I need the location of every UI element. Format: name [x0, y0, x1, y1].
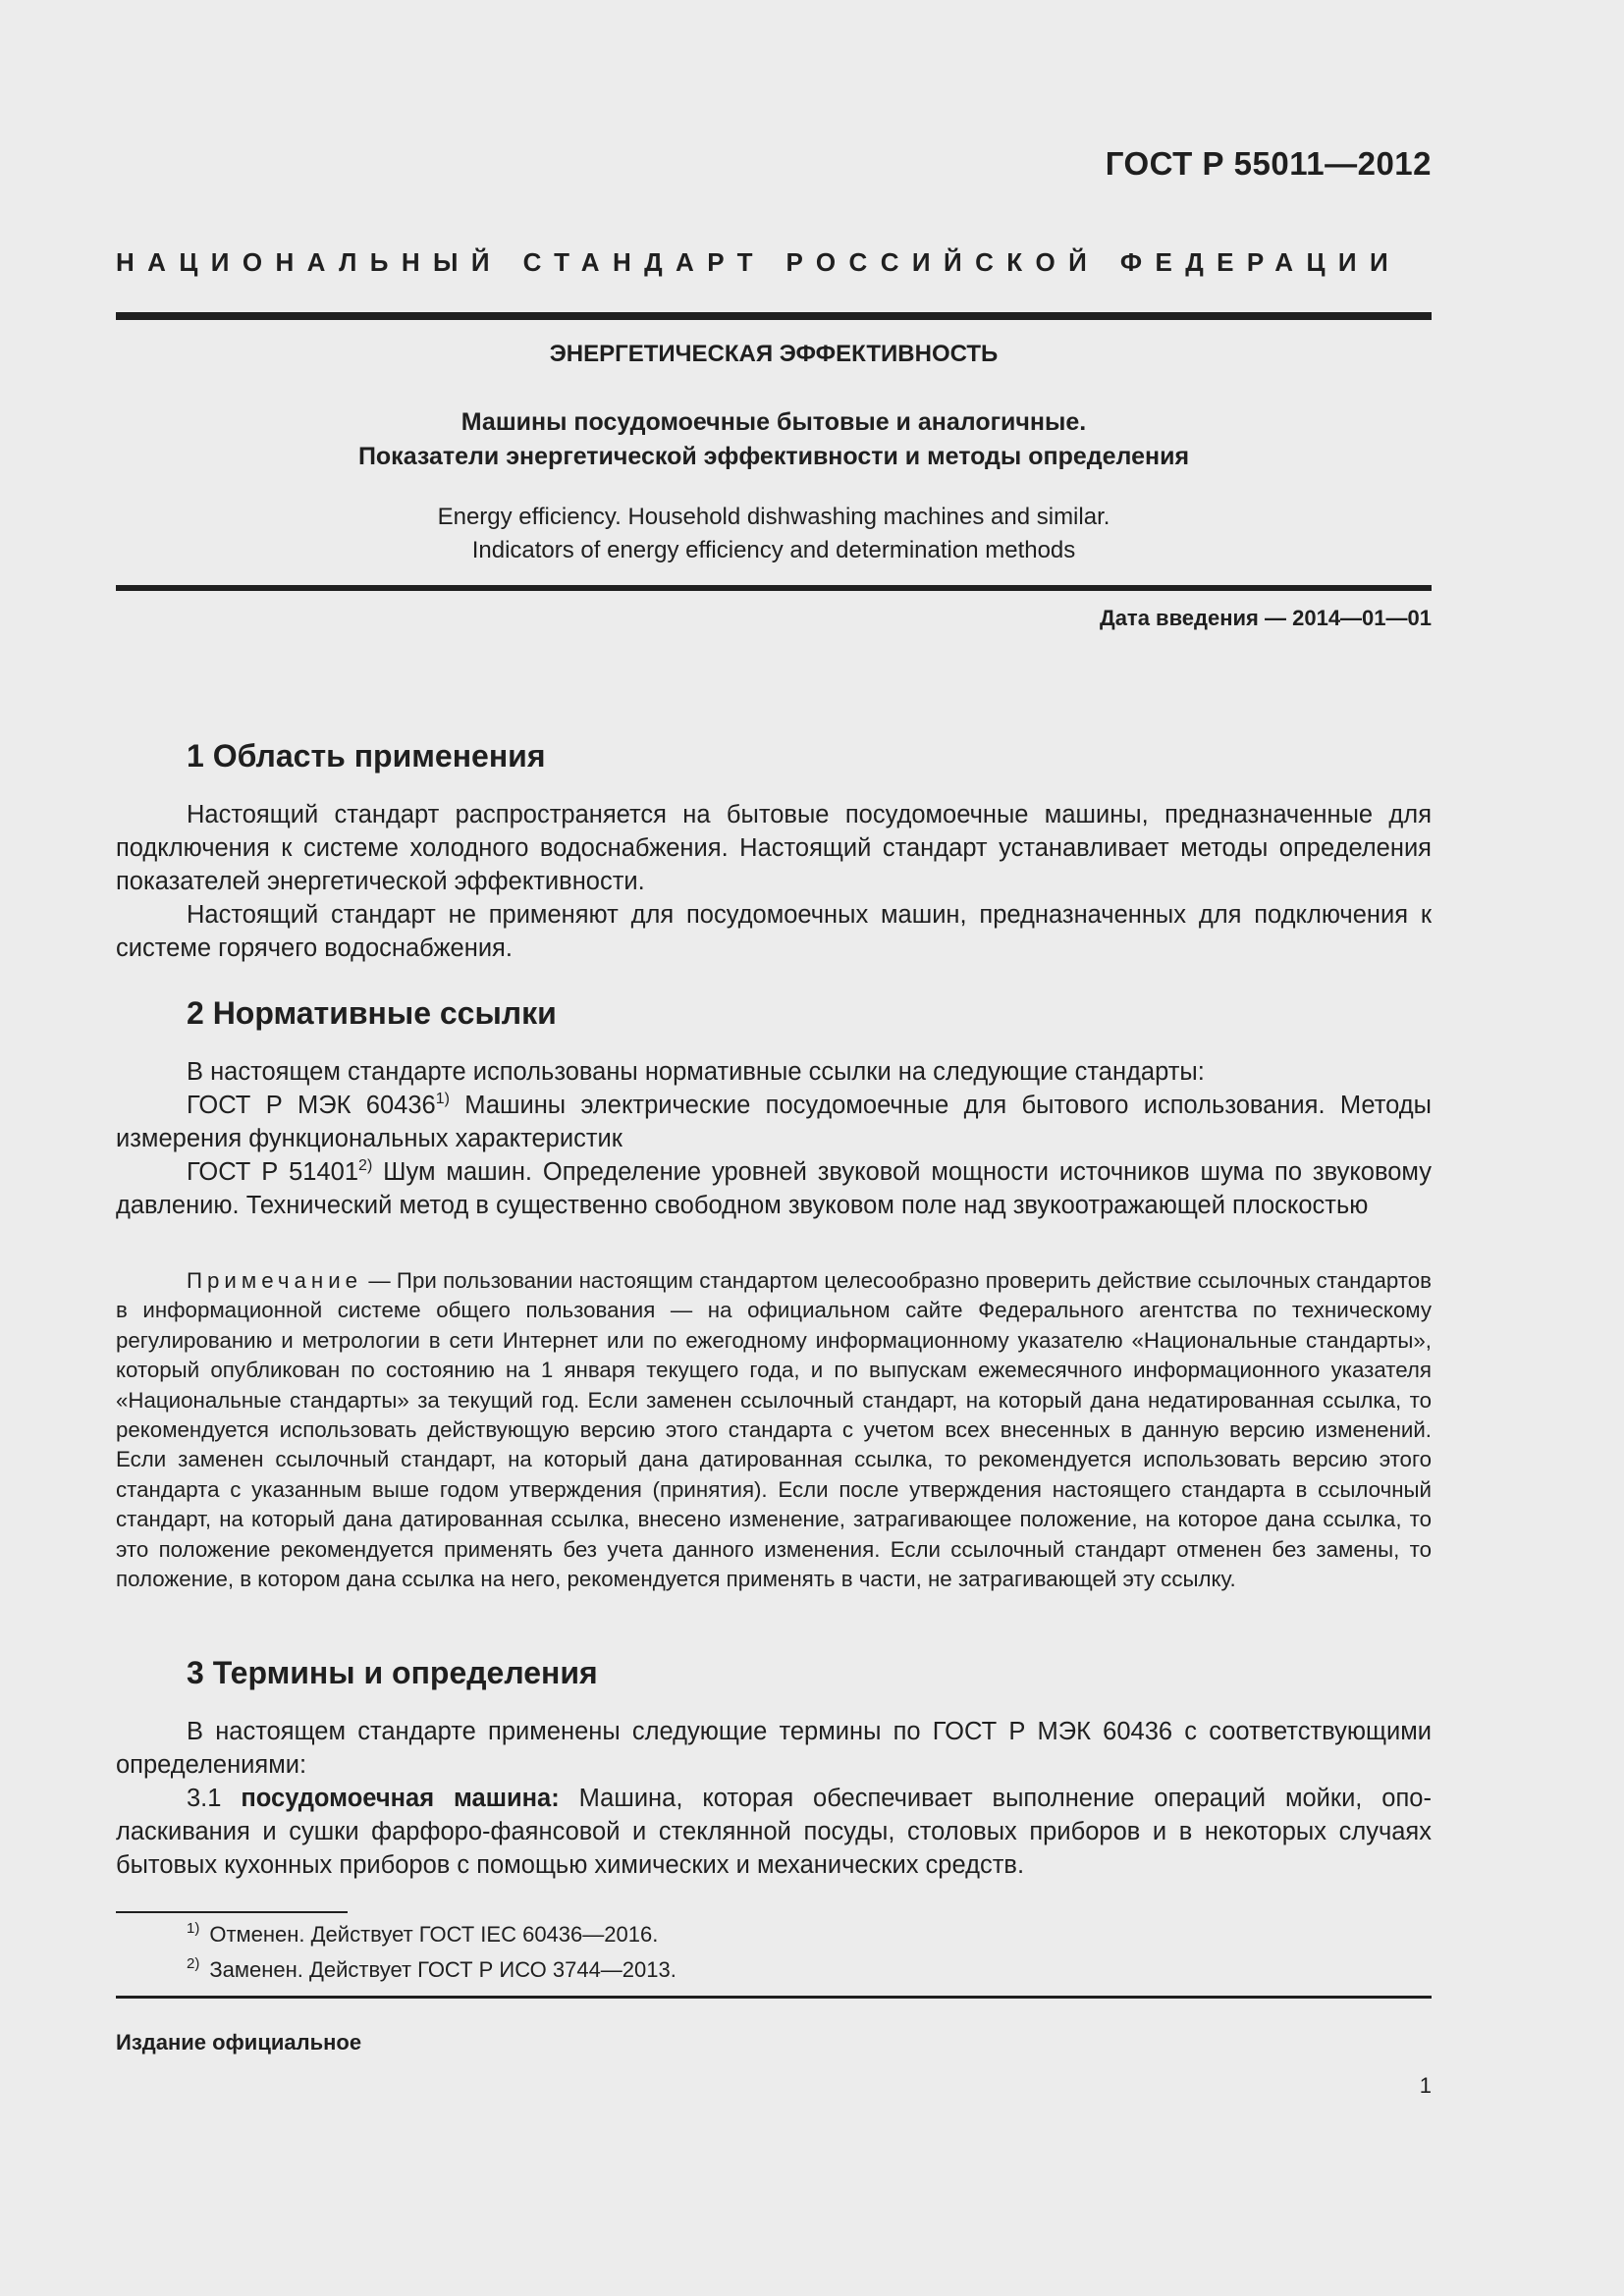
term-number: 3.1 — [187, 1785, 242, 1812]
note-label: Примечание — [187, 1268, 363, 1293]
definition: Машина, которая обеспечивает выполнение операций мойки, ополаскивания и сушки фарфоро-фаянсовой и стеклянной посуды, столовых приборов и в некоторых случаях бытовых кухонных приборов с помощью химических и механических средств. — [116, 1785, 1432, 1879]
reference-title: Шум машин. Определение уровней звуковой мощности источников шума по звуковому давлению. Технический метод в существенно свободном звуковом поле над звукоотражающей плоскостью — [116, 1158, 1432, 1219]
standard-subtitle-en — [116, 501, 1432, 567]
term: посудомоечная машина: — [241, 1785, 560, 1812]
reference-item — [116, 1155, 1432, 1222]
note-paragraph — [116, 1266, 1432, 1594]
subtitle-ru-line-1: Машины посудомоечные бытовые и аналогичные. — [460, 408, 1087, 436]
section-2-heading: 2 Нормативные ссылки — [187, 995, 557, 1031]
section-3-body — [116, 1715, 1432, 1882]
header-divider — [116, 312, 1432, 320]
note-text: — При пользовании настоящим стандартом целесообразно проверить действие ссылочных стандартов в информационной системе общего пользования — на официальном сайте Федерального агентства по техническому регулированию и метрологии в сети Интернет или по ежегодному информационному указателю «Национальные стандарты», который опубликован по состоянию на 1 января текущего года, и по выпускам ежемесячного информационного указателя «Национальные стандарты» за текущий год. Если заменен ссылочный стандарт, на который дана недатированная ссылка, то рекомендуется использовать действующую версию этого стандарта с учетом всех внесенных в данную версию изменений. Если заменен ссылочный стандарт, на который дана датированная ссылка, то рекомендуется использовать версию этого стандарта с указанным выше годом утверждения (принятия). Если после утверждения настоящего стандарта в ссылочный стандарт, на который дана датированная ссылка, внесено изменение, затрагивающее положение, на которое дана ссылка, то это положение рекомендуется применять без учета данного изменения. Если ссылочный стандарт отменен без замены, то положение, в котором дана ссылка на него, рекомендуется применять в части, не затрагивающей эту ссылку. — [116, 1268, 1432, 1592]
paragraph: В настоящем стандарте применены следующие термины по ГОСТ Р МЭК 60436 с соответствующими определениями: — [116, 1718, 1432, 1779]
national-standard-title: НАЦИОНАЛЬНЫЙ СТАНДАРТ РОССИЙСКОЙ ФЕДЕРАЦИИ — [116, 247, 1402, 277]
paragraph: Настоящий стандарт распространяется на бытовые посудомоечные машины, предназначенные для подключения к системе холодного водоснабжения. Настоящий стандарт устанавливает методы определения показателей энергетической эффективности. — [116, 801, 1432, 895]
reference-code: ГОСТ Р 51401 — [187, 1158, 359, 1186]
title-divider — [116, 585, 1432, 591]
footnote-divider — [116, 1911, 348, 1913]
standard-main-title: ЭНЕРГЕТИЧЕСКАЯ ЭФФЕКТИВНОСТЬ — [549, 341, 999, 367]
reference-item — [116, 1089, 1432, 1155]
footnote-mark: 1) — [435, 1091, 450, 1107]
subtitle-en-line-2: Indicators of energy efficiency and determination methods — [471, 537, 1076, 563]
footnote-text: Заменен. Действует ГОСТ Р ИСО 3744—2013. — [209, 1957, 677, 1982]
reference-title: Машины электрические посудомоечные для бытового использования. Методы измерения функциональных характеристик — [116, 1092, 1432, 1152]
subtitle-ru-line-2: Показатели энергетической эффективности и методы определения — [357, 443, 1190, 470]
introduction-date: Дата введения — 2014—01—01 — [1100, 606, 1432, 630]
standard-subtitle-ru — [116, 405, 1432, 474]
footnote-text: Отменен. Действует ГОСТ IEC 60436—2016. — [209, 1922, 659, 1947]
footnote-mark: 2) — [187, 1955, 200, 1972]
page-number: 1 — [1419, 2073, 1432, 2098]
footnote-mark: 1) — [187, 1920, 200, 1937]
footnote-2 — [187, 1957, 677, 1983]
document-number: ГОСТ Р 55011—2012 — [1105, 145, 1432, 182]
term-definition — [116, 1782, 1432, 1882]
reference-code: ГОСТ Р МЭК 60436 — [187, 1092, 436, 1119]
paragraph: Настоящий стандарт не применяют для посудомоечных машин, предназначенных для подключения к системе горячего водоснабжения. — [116, 901, 1432, 962]
footnote-1 — [187, 1922, 658, 1948]
footnote-mark: 2) — [358, 1157, 373, 1174]
section-2-body — [116, 1055, 1432, 1222]
footer-divider — [116, 1996, 1432, 1999]
note-block — [116, 1266, 1432, 1594]
official-edition-label: Издание официальное — [116, 2030, 362, 2055]
section-3-heading: 3 Термины и определения — [187, 1655, 598, 1690]
paragraph: В настоящем стандарте использованы нормативные ссылки на следующие стандарты: — [187, 1058, 1205, 1086]
section-1-heading: 1 Область применения — [187, 738, 546, 774]
subtitle-en-line-1: Energy efficiency. Household dishwashing machines and similar. — [437, 504, 1110, 530]
section-1-body — [116, 798, 1432, 965]
